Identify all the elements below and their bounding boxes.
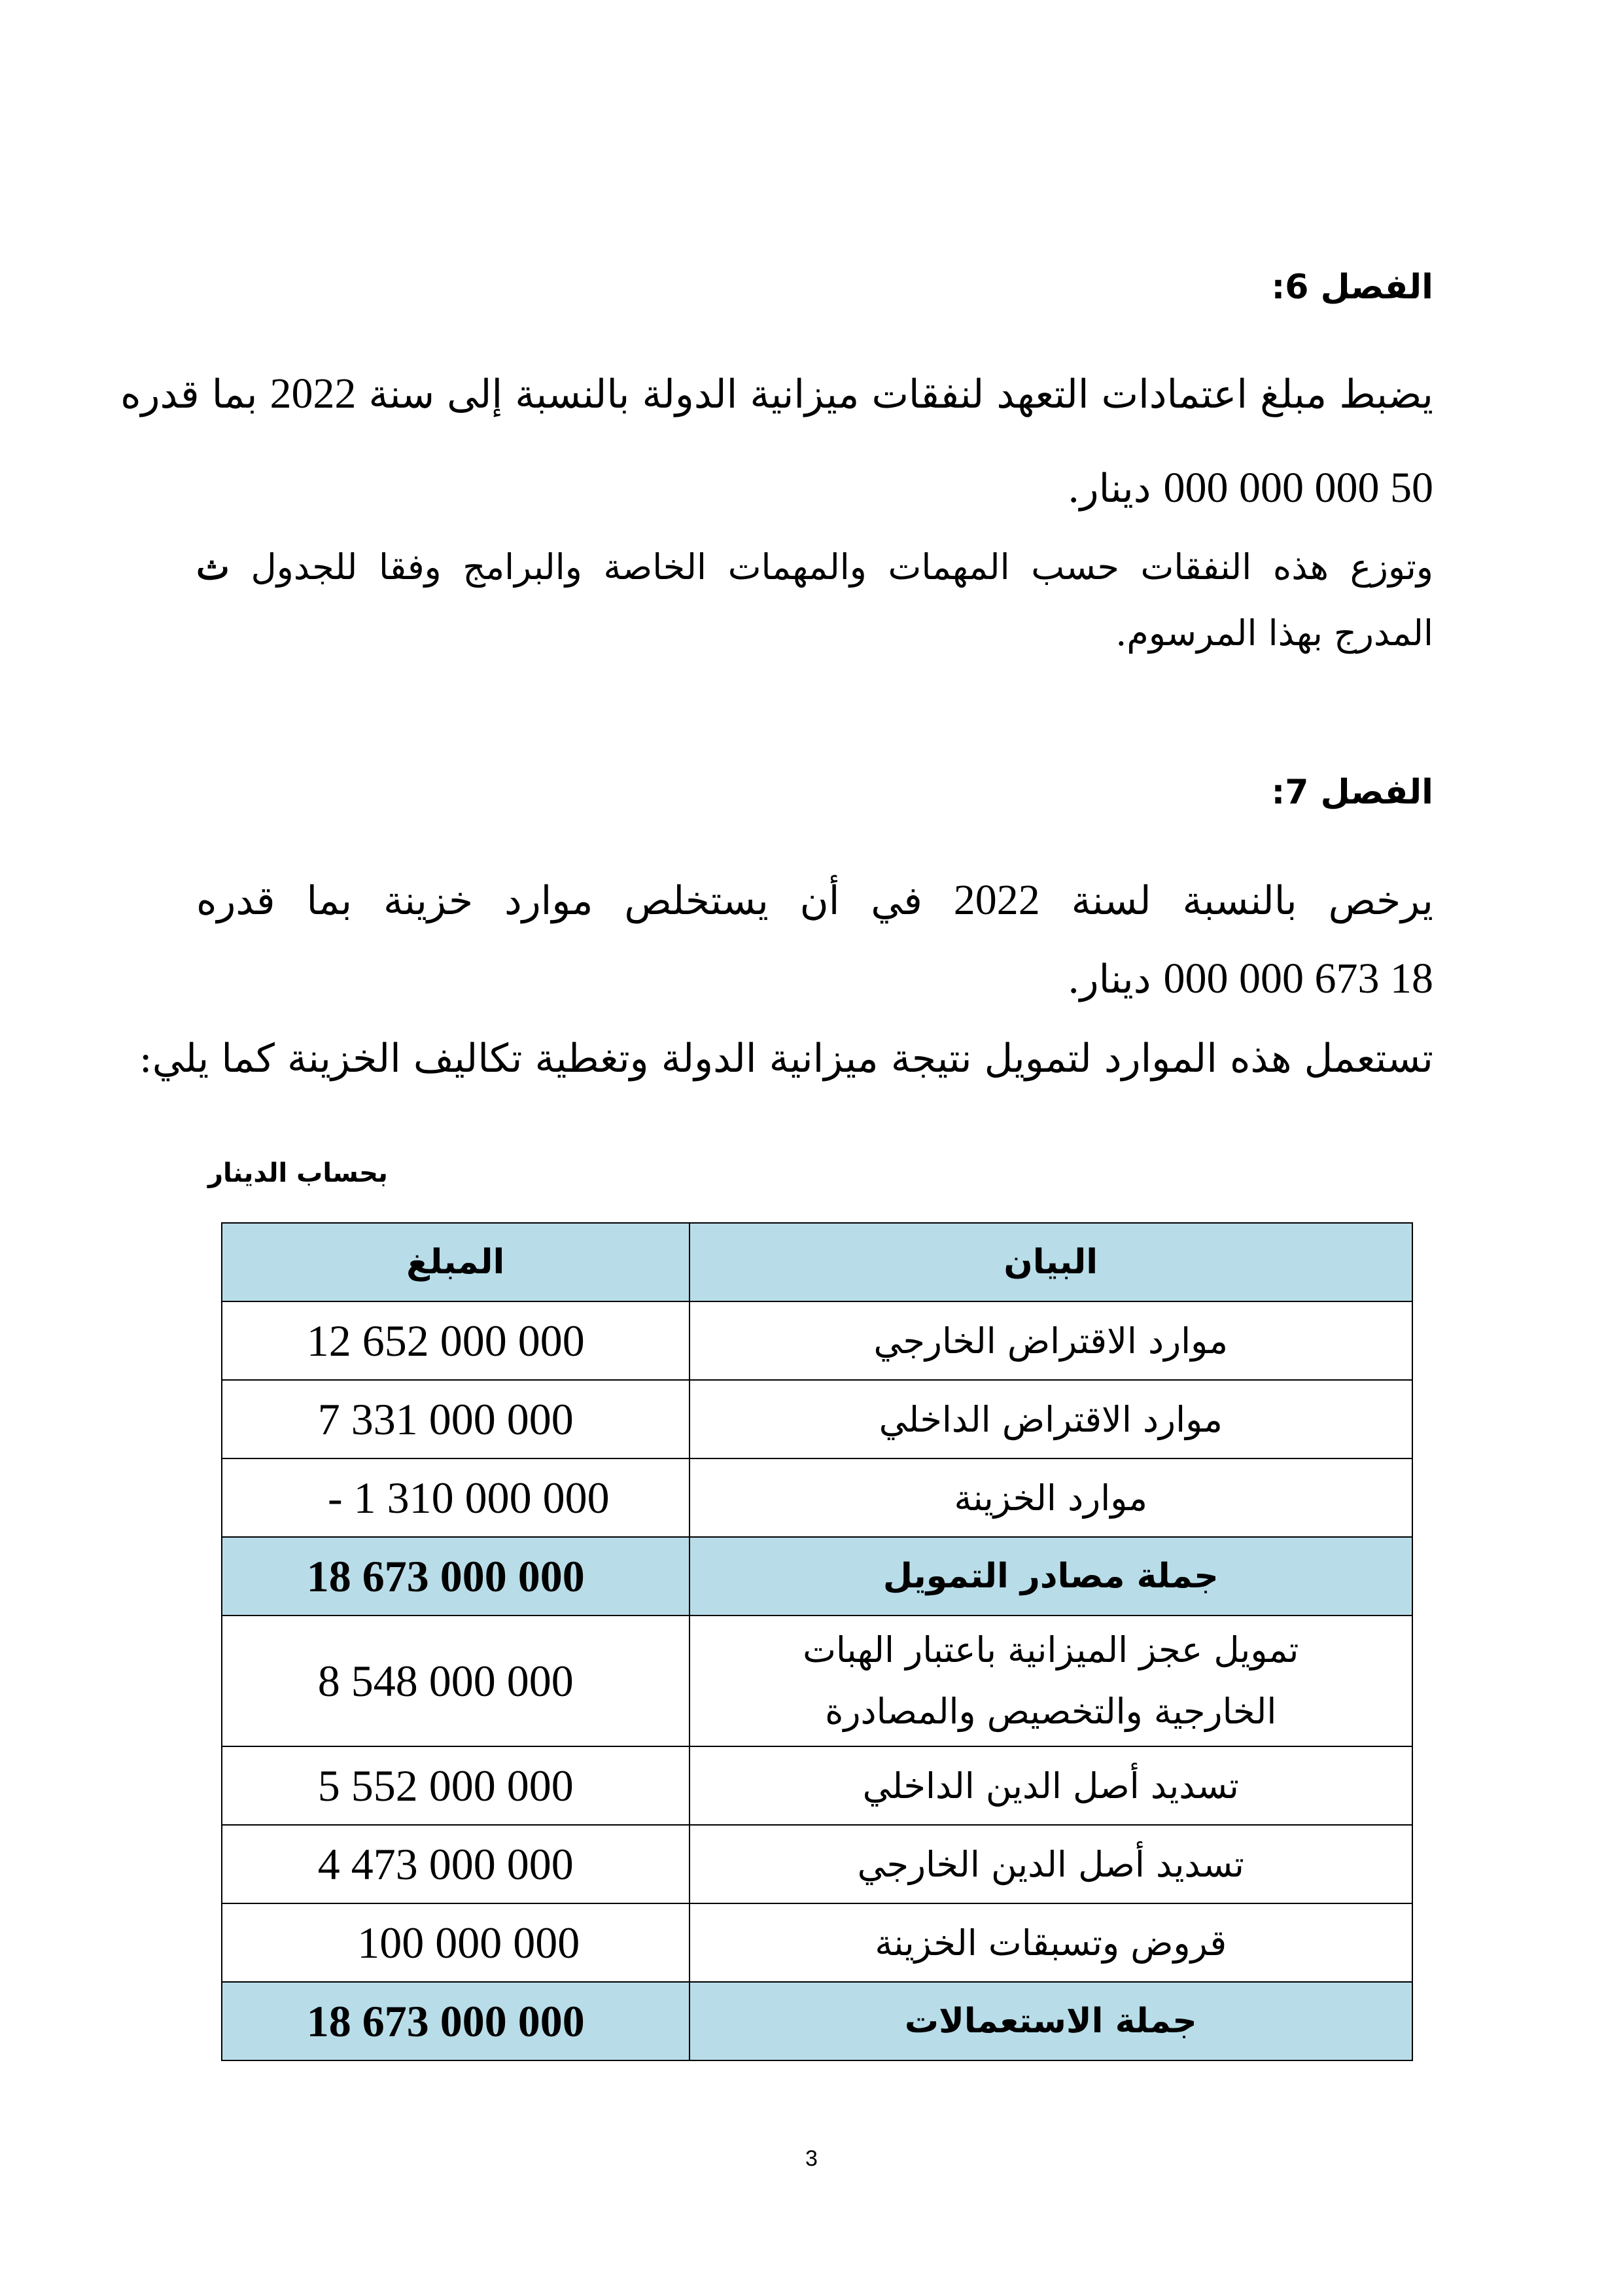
table-row [222, 1903, 1412, 1982]
chapter-6-amount-unit: دينار. [1067, 466, 1151, 512]
chapter-7-line-1-text: يرخص بالنسبة لسنة [1071, 878, 1433, 924]
table-row-label-line-1: تمويل عجز الميزانية باعتبار الهبات [803, 1629, 1299, 1670]
page-number: 3 [805, 2146, 818, 2171]
chapter-6-line-1-text: يضبط مبلغ اعتمادات التعهد لنفقات ميزانية الدولة بالنسبة إلى سنة [368, 372, 1433, 417]
table-total-row [222, 1982, 1412, 2060]
table-row-amount: 5 552 000 000 [222, 1746, 689, 1825]
chapter-6-paragraph-line-1 [120, 357, 1433, 431]
chapter-6-line-1-tail: بما قدره [120, 372, 258, 417]
table-row-label: تسديد أصل الدين الداخلي [689, 1746, 1412, 1825]
table-row-label: موارد الخزينة [689, 1458, 1412, 1537]
table-row [222, 1380, 1412, 1458]
table-row [222, 1746, 1412, 1825]
table-row-amount: 7 331 000 000 [222, 1380, 689, 1458]
chapter-7-heading: الفصل 7: [1271, 773, 1433, 812]
table-row-amount: 8 548 000 000 [222, 1616, 689, 1746]
chapter-7-paragraph-line-3 [139, 1022, 1433, 1095]
chapter-6-table-letter: ث [196, 546, 230, 588]
chapter-7-year: 2022 [953, 876, 1040, 924]
table-total-amount: 18 673 000 000 [222, 1537, 689, 1616]
table-row-label: موارد الاقتراض الخارجي [689, 1301, 1412, 1380]
table-row [222, 1458, 1412, 1537]
chapter-6-paragraph-line-3 [196, 534, 1433, 600]
table-total-amount: 18 673 000 000 [222, 1982, 689, 2060]
table-row-amount: 4 473 000 000 [222, 1825, 689, 1903]
table-unit-note: بحساب الدينار [208, 1158, 388, 1188]
chapter-6-amount: 000 000 000 50 [1163, 464, 1433, 512]
chapter-6-year: 2022 [270, 370, 357, 417]
table-row [222, 1616, 1412, 1746]
chapter-6-line-3-text: وتوزع هذه النفقات حسب المهمات والمهمات الخاصة والبرامج وفقا للجدول [251, 546, 1433, 588]
chapter-7-paragraph-line-1 [196, 864, 1433, 938]
table-row-amount: 12 652 000 000 [222, 1301, 689, 1380]
chapter-7-paragraph-line-2 [196, 942, 1433, 1016]
table-row-label-line-2: الخارجية والتخصيص والمصادرة [825, 1691, 1277, 1732]
table-header-amount: المبلغ [222, 1223, 689, 1301]
chapter-7-line-1-tail: في أن يستخلص موارد خزينة بما قدره [196, 878, 922, 924]
chapter-6-heading: الفصل 6: [1271, 268, 1433, 307]
chapter-7-line-3-text: تستعمل هذه الموارد لتمويل نتيجة ميزانية الدولة وتغطية تكاليف الخزينة كما يلي: [139, 1036, 1433, 1082]
chapter-7-amount-unit: دينار. [1067, 957, 1151, 1002]
chapter-6-paragraph-line-4 [196, 601, 1433, 666]
table-total-label: جملة مصادر التمويل [689, 1537, 1412, 1616]
resources-uses-table [221, 1222, 1413, 2061]
table-row-label [689, 1616, 1412, 1746]
table-row-label: قروض وتسبقات الخزينة [689, 1903, 1412, 1982]
table-row-amount: - 1 310 000 000 [222, 1458, 689, 1537]
chapter-7-amount: 000 000 673 18 [1163, 955, 1433, 1002]
table-total-row [222, 1537, 1412, 1616]
chapter-6-paragraph-line-2 [196, 451, 1433, 525]
table-row-amount: 100 000 000 [222, 1903, 689, 1982]
table-total-label: جملة الاستعمالات [689, 1982, 1412, 2060]
table-row [222, 1825, 1412, 1903]
table-row-label: تسديد أصل الدين الخارجي [689, 1825, 1412, 1903]
table-header-label: البيان [689, 1223, 1412, 1301]
table-row-label: موارد الاقتراض الداخلي [689, 1380, 1412, 1458]
table-row [222, 1301, 1412, 1380]
chapter-6-line-4-text: المدرج بهذا المرسوم. [1115, 612, 1433, 654]
table-header-row [222, 1223, 1412, 1301]
